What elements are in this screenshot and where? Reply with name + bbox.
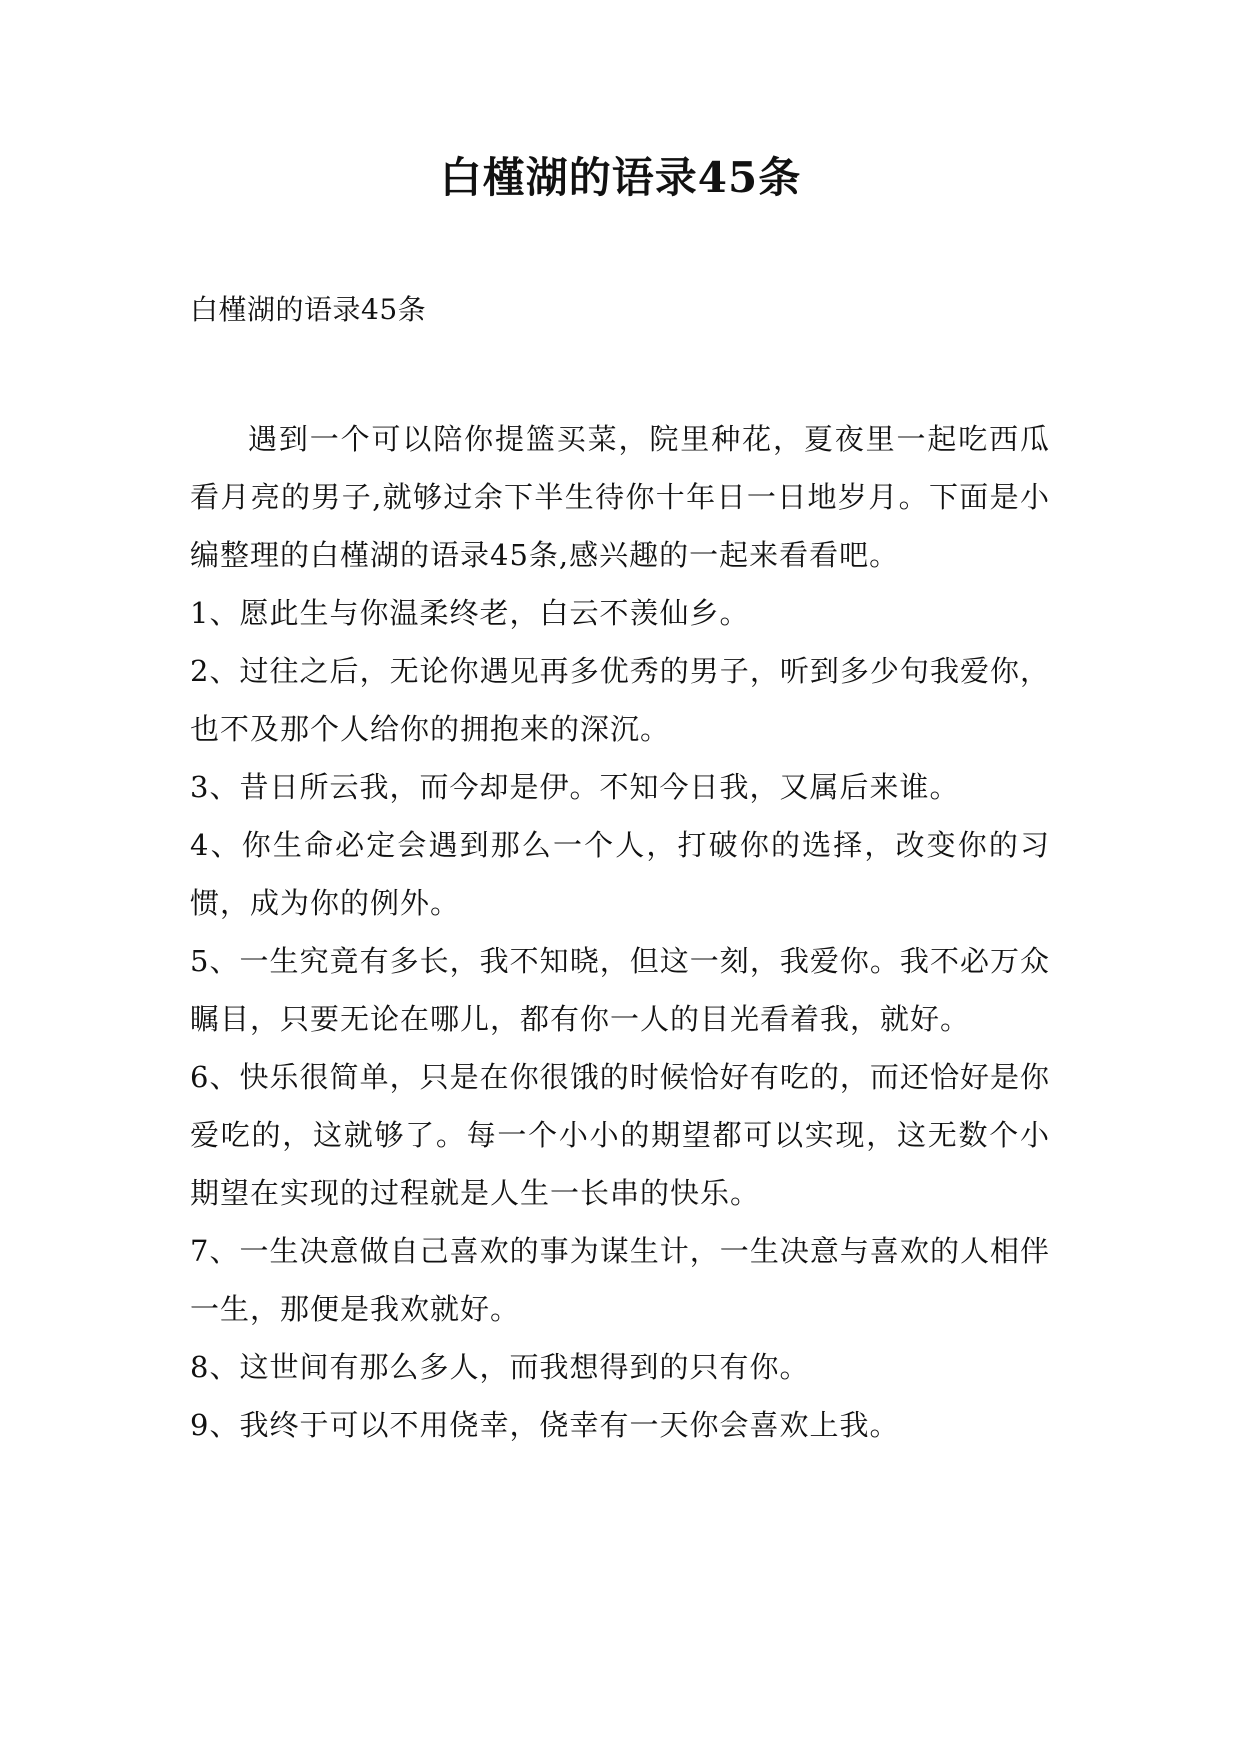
document-body xyxy=(190,410,1050,1454)
intro-paragraph: 遇到一个可以陪你提篮买菜，院里种花，夏夜里一起吃西瓜看月亮的男子,就够过余下半生待你十年日一日地岁月。下面是小编整理的白槿湖的语录45条,感兴趣的一起来看看吧。 xyxy=(190,422,1050,572)
document-title: 白槿湖的语录45条 xyxy=(439,153,802,202)
quote-item-8: 8、这世间有那么多人，而我想得到的只有你。 xyxy=(190,1350,810,1384)
quote-item-4: 4、你生命必定会遇到那么一个人，打破你的选择，改变你的习惯，成为你的例外。 xyxy=(190,828,1050,920)
quote-item-7: 7、一生决意做自己喜欢的事为谋生计，一生决意与喜欢的人相伴一生，那便是我欢就好。 xyxy=(190,1234,1050,1326)
quote-item-9: 9、我终于可以不用侥幸，侥幸有一天你会喜欢上我。 xyxy=(190,1408,900,1442)
quote-item-3: 3、昔日所云我，而今却是伊。不知今日我，又属后来谁。 xyxy=(190,770,960,804)
quote-item-6: 6、快乐很简单，只是在你很饿的时候恰好有吃的，而还恰好是你爱吃的，这就够了。每一个小小的期望都可以实现，这无数个小期望在实现的过程就是人生一长串的快乐。 xyxy=(190,1060,1050,1210)
quote-item-1: 1、愿此生与你温柔终老，白云不羡仙乡。 xyxy=(190,596,750,630)
quote-item-5: 5、一生究竟有多长，我不知晓，但这一刻，我爱你。我不必万众瞩目，只要无论在哪儿，都有你一人的目光看着我，就好。 xyxy=(190,944,1050,1036)
document-subtitle: 白槿湖的语录45条 xyxy=(190,293,427,326)
quote-item-2: 2、过往之后，无论你遇见再多优秀的男子，听到多少句我爱你，也不及那个人给你的拥抱来的深沉。 xyxy=(190,654,1050,746)
